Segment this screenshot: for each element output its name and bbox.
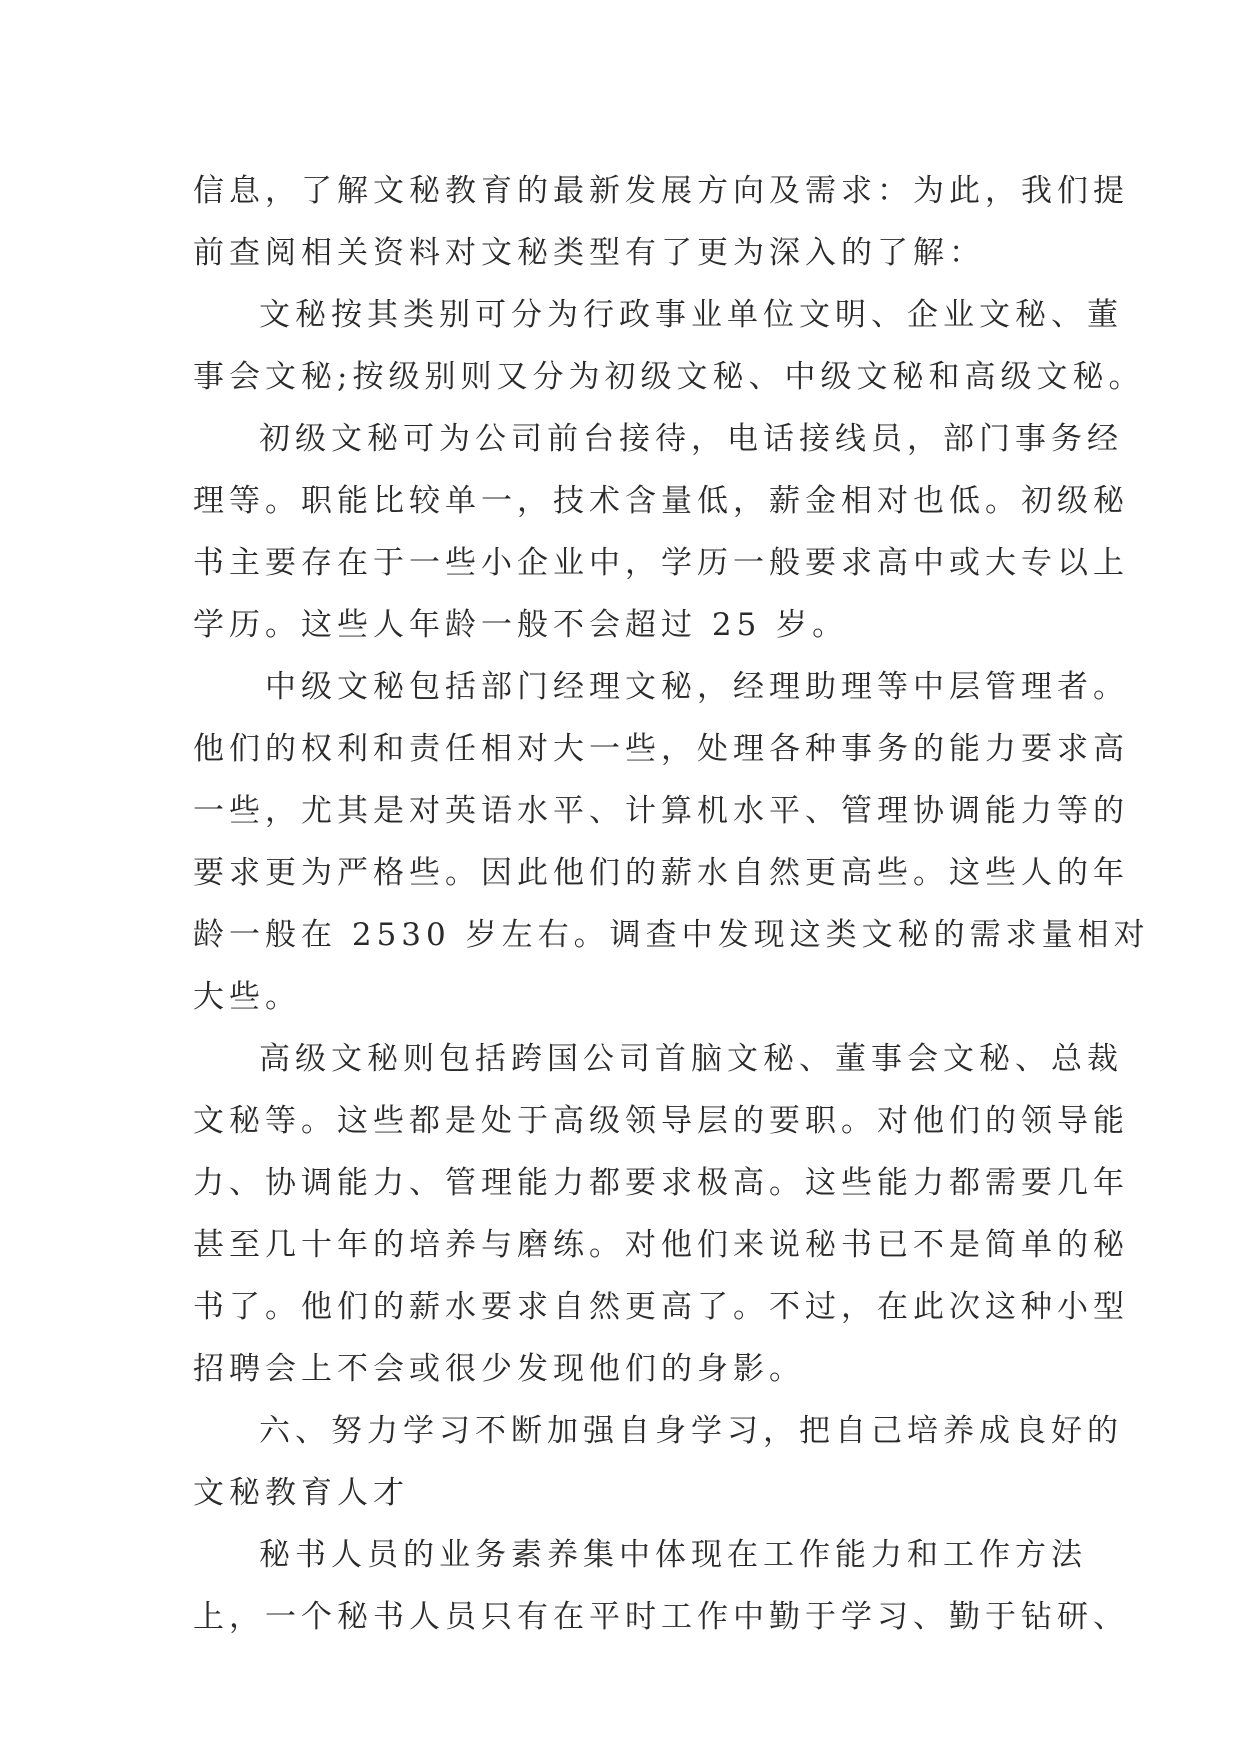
paragraph-start-line: 高级文秘则包括跨国公司首脑文秘、董事会文秘、总裁 [259,1041,1123,1077]
text-line: 他们的权利和责任相对大一些，处理各种事务的能力要求高 [193,731,1129,767]
text-line: 前查阅相关资料对文秘类型有了更为深入的了解： [193,235,985,271]
text-line: 信息，了解文秘教育的最新发展方向及需求：为此，我们提 [193,173,1129,209]
paragraph-start-line: 初级文秘可为公司前台接待，电话接线员，部门事务经 [259,421,1123,457]
paragraph-start-line: 文秘按其类别可分为行政事业单位文明、企业文秘、董 [259,297,1123,333]
text-line: 龄一般在 2530 岁左右。调查中发现这类文秘的需求量相对 [193,917,1150,953]
text-line: 事会文秘;按级别则又分为初级文秘、中级文秘和高级文秘。 [193,359,1145,395]
text-line: 招聘会上不会或很少发现他们的身影。 [193,1351,805,1387]
section-heading-line: 文秘教育人才 [193,1475,409,1511]
text-line: 学历。这些人年龄一般不会超过 25 岁。 [193,607,849,643]
text-line: 要求更为严格些。因此他们的薪水自然更高些。这些人的年 [193,855,1129,891]
text-line: 书了。他们的薪水要求自然更高了。不过，在此次这种小型 [193,1289,1129,1325]
text-line: 一些，尤其是对英语水平、计算机水平、管理协调能力等的 [193,793,1129,829]
text-line: 书主要存在于一些小企业中，学历一般要求高中或大专以上 [193,545,1129,581]
paragraph-start-line: 秘书人员的业务素养集中体现在工作能力和工作方法 [259,1537,1087,1573]
text-line: 理等。职能比较单一，技术含量低，薪金相对也低。初级秘 [193,483,1129,519]
section-heading-line: 六、努力学习不断加强自身学习，把自己培养成良好的 [259,1413,1123,1449]
document-body [193,160,1150,1648]
text-line: 大些。 [193,979,301,1015]
text-line: 力、协调能力、管理能力都要求极高。这些能力都需要几年 [193,1165,1129,1201]
text-line: 上，一个秘书人员只有在平时工作中勤于学习、勤于钻研、 [193,1599,1129,1635]
text-line: 甚至几十年的培养与磨练。对他们来说秘书已不是简单的秘 [193,1227,1129,1263]
paragraph-start-line: 中级文秘包括部门经理文秘，经理助理等中层管理者。 [265,669,1129,705]
text-line: 文秘等。这些都是处于高级领导层的要职。对他们的领导能 [193,1103,1129,1139]
